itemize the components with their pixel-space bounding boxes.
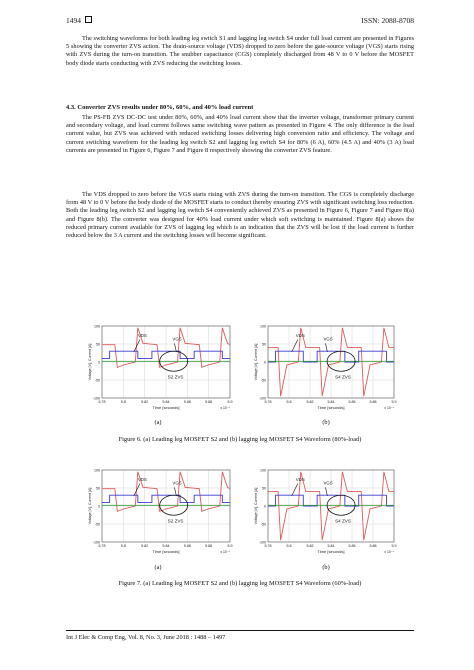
figure-7a-label: (a) <box>154 564 162 571</box>
y-tick-label: 0 <box>98 360 100 365</box>
figure-7b-label: (b) <box>322 564 330 571</box>
x-tick-label: 5.8 <box>286 544 292 548</box>
x-axis-label: Time [seconds] <box>152 549 180 554</box>
x-tick-label: 5.8 <box>286 400 292 404</box>
paragraph-2: The PS-FB ZVS DC-DC test under 80%, 60%, and 40% load current show that the inverter voltage, transformer primary current and secondary voltage, and load current follows same switching wave pattern as presented in Figure 4. The only difference is the load current value, but ZVS was achieved with reduced switching losses delivering high conversion ratio and efficiency. The voltage and current switching waveform for the leading leg switch S2 and lagging leg switch S4 for 80% (6 A), 60% (4.5 A) and 40% (3 A) load currents are presented in Figure 6, Figure 7 and Figure 8 respectively showing the converter ZVS feature. <box>66 114 414 154</box>
y-tick-label: 50 <box>262 342 266 347</box>
x-tick-label: 5.78 <box>98 400 106 404</box>
vgs-arrow <box>174 343 176 352</box>
x-tick-label: 5.78 <box>264 400 272 404</box>
x-scale-label: x 10⁻⁴ <box>220 550 230 554</box>
vds-label: VDS <box>137 476 147 482</box>
y-axis-label: Voltage [V], Current [A] <box>88 487 92 525</box>
y-tick-label: 100 <box>260 324 266 329</box>
vgs-label: VGS <box>172 336 182 342</box>
y-tick-label: -50 <box>94 378 100 383</box>
figure-7-caption: Figure 7. (a) Leading leg MOSFET S2 and (b) lagging leg MOSFET S4 Waveform (60%-load) <box>118 580 362 587</box>
x-tick-label: 5.86 <box>183 400 191 404</box>
figure-7b-waveform <box>252 466 400 558</box>
vgs-arrow <box>325 343 327 352</box>
vgs-label: VGS <box>172 480 182 486</box>
y-tick-label: -100 <box>92 396 100 401</box>
zvs-label: S4 ZVS <box>335 374 351 380</box>
x-tick-label: 5.8 <box>120 544 126 548</box>
x-tick-label: 5.82 <box>141 400 149 404</box>
y-axis-label: Voltage [V], Current [A] <box>88 343 92 381</box>
y-tick-label: -50 <box>260 378 266 383</box>
y-tick-label: -50 <box>260 522 266 527</box>
y-tick-label: 50 <box>96 486 100 491</box>
x-axis-label: Time [seconds] <box>317 549 345 554</box>
plot-grid <box>102 470 230 542</box>
x-tick-label: 5.88 <box>369 544 377 548</box>
x-tick-label: 5.8 <box>120 400 126 404</box>
x-tick-label: 5.88 <box>205 400 213 404</box>
x-tick-label: 5.84 <box>162 400 170 404</box>
y-axis-label: Voltage [V], Current [A] <box>254 487 258 525</box>
y-tick-label: 100 <box>94 468 100 473</box>
y-tick-label: -100 <box>258 540 266 545</box>
page-header <box>66 16 414 28</box>
waveform-plot <box>86 466 236 558</box>
x-tick-label: 5.82 <box>306 544 314 548</box>
vgs-label: VGS <box>323 336 333 342</box>
y-tick-label: 50 <box>96 342 100 347</box>
x-tick-label: 5.88 <box>205 544 213 548</box>
x-axis-label: Time [seconds] <box>152 405 180 410</box>
figure-6b-label: (b) <box>322 419 330 426</box>
x-scale-label: x 10⁻⁴ <box>384 550 394 554</box>
y-tick-label: 100 <box>260 468 266 473</box>
figure-6-caption: Figure 6. (a) Leading leg MOSFET S2 and (b) lagging leg MOSFET S4 Waveform (80%-load) <box>118 436 362 443</box>
x-tick-label: 5.86 <box>183 544 191 548</box>
vds-label: VDS <box>295 476 305 482</box>
x-tick-label: 5.82 <box>306 400 314 404</box>
x-axis-label: Time [seconds] <box>317 405 345 410</box>
vds-arrow <box>292 340 298 352</box>
x-tick-label: 5.9 <box>227 400 233 404</box>
vds-label: VDS <box>295 332 305 338</box>
x-tick-label: 5.82 <box>141 544 149 548</box>
zvs-label: S4 ZVS <box>335 518 351 524</box>
x-tick-label: 5.84 <box>327 544 335 548</box>
x-scale-label: x 10⁻⁴ <box>220 406 230 410</box>
vds-label: VDS <box>137 332 147 338</box>
figure-6a-label: (a) <box>154 419 162 426</box>
waveform-plot <box>252 322 400 414</box>
x-scale-label: x 10⁻⁴ <box>384 406 394 410</box>
paragraph-1: The switching waveforms for both leading leg switch S1 and lagging leg switch S4 under full load current are presented in Figures 5 showing the converter ZVS action. The drain-source voltage (VDS) dropped to zero before the gate-source voltage (VGS) starts rising with ZVS during the turn-on transition. The snubber capacitance (CGS) completely discharged from 48 V to 0 V before the MOSFET body diode starts conducting with ZVS reducing the switching losses. <box>66 35 414 67</box>
x-tick-label: 5.9 <box>391 544 397 548</box>
y-tick-label: -100 <box>92 540 100 545</box>
x-tick-label: 5.9 <box>391 400 397 404</box>
paragraph-3: The VDS dropped to zero before the VGS starts rising with ZVS during the turn-on transition. The CGS is completely discharge from 48 V to 0 V before the body diode of the MOSFET starts to conduct thereby ensuring ZVS with significant switching loss reduction. Both the leading leg switch S2 and lagging leg switch S4 conveniently achieved ZVS as presented in Figure 6, Figure 7 and Figure 8(a) and Figure 8(b). The converter was designed for 40% load current under which soft switching is maintained. Figure 8(a) shows the reduced primary current available for ZVS of lagging leg which is an indication that the ZVS will be lost if the load current is further reduced below the 3 A current and the switching losses will become significant. <box>66 191 414 240</box>
square-icon <box>85 16 92 23</box>
x-tick-label: 5.78 <box>264 544 272 548</box>
zvs-label: S2 ZVS <box>167 374 184 380</box>
figure-6a-waveform <box>86 322 236 414</box>
footer-rule <box>66 630 414 631</box>
x-tick-label: 5.88 <box>369 400 377 404</box>
x-tick-label: 5.84 <box>162 544 170 548</box>
x-tick-label: 5.86 <box>348 544 356 548</box>
zvs-label: S2 ZVS <box>167 518 184 524</box>
y-tick-label: 0 <box>264 504 266 509</box>
vgs-arrow <box>174 487 176 496</box>
y-tick-label: -50 <box>94 522 100 527</box>
x-tick-label: 5.84 <box>327 400 335 404</box>
figure-6b-waveform <box>252 322 400 414</box>
y-tick-label: 0 <box>98 504 100 509</box>
y-tick-label: 50 <box>262 486 266 491</box>
x-tick-label: 5.78 <box>98 544 106 548</box>
plot-grid <box>102 326 230 398</box>
vgs-arrow <box>325 487 327 496</box>
x-tick-label: 5.86 <box>348 400 356 404</box>
x-tick-label: 5.9 <box>227 544 233 548</box>
vds-arrow <box>292 484 298 496</box>
vgs-label: VGS <box>323 480 333 486</box>
footer-citation: Int J Elec & Comp Eng, Vol. 8, No. 3, June 2018 : 1488 – 1497 <box>66 634 226 641</box>
y-axis-label: Voltage [V], Current [A] <box>254 343 258 381</box>
y-tick-label: 100 <box>94 324 100 329</box>
waveform-plot <box>252 466 400 558</box>
page-number: 1494 <box>66 16 92 25</box>
section-heading: 4.3. Converter ZVS results under 80%, 60%, and 40% load current <box>66 104 254 111</box>
y-tick-label: 0 <box>264 360 266 365</box>
figure-7a-waveform <box>86 466 236 558</box>
issn: ISSN: 2088-8708 <box>361 16 414 25</box>
waveform-plot <box>86 322 236 414</box>
y-tick-label: -100 <box>258 396 266 401</box>
